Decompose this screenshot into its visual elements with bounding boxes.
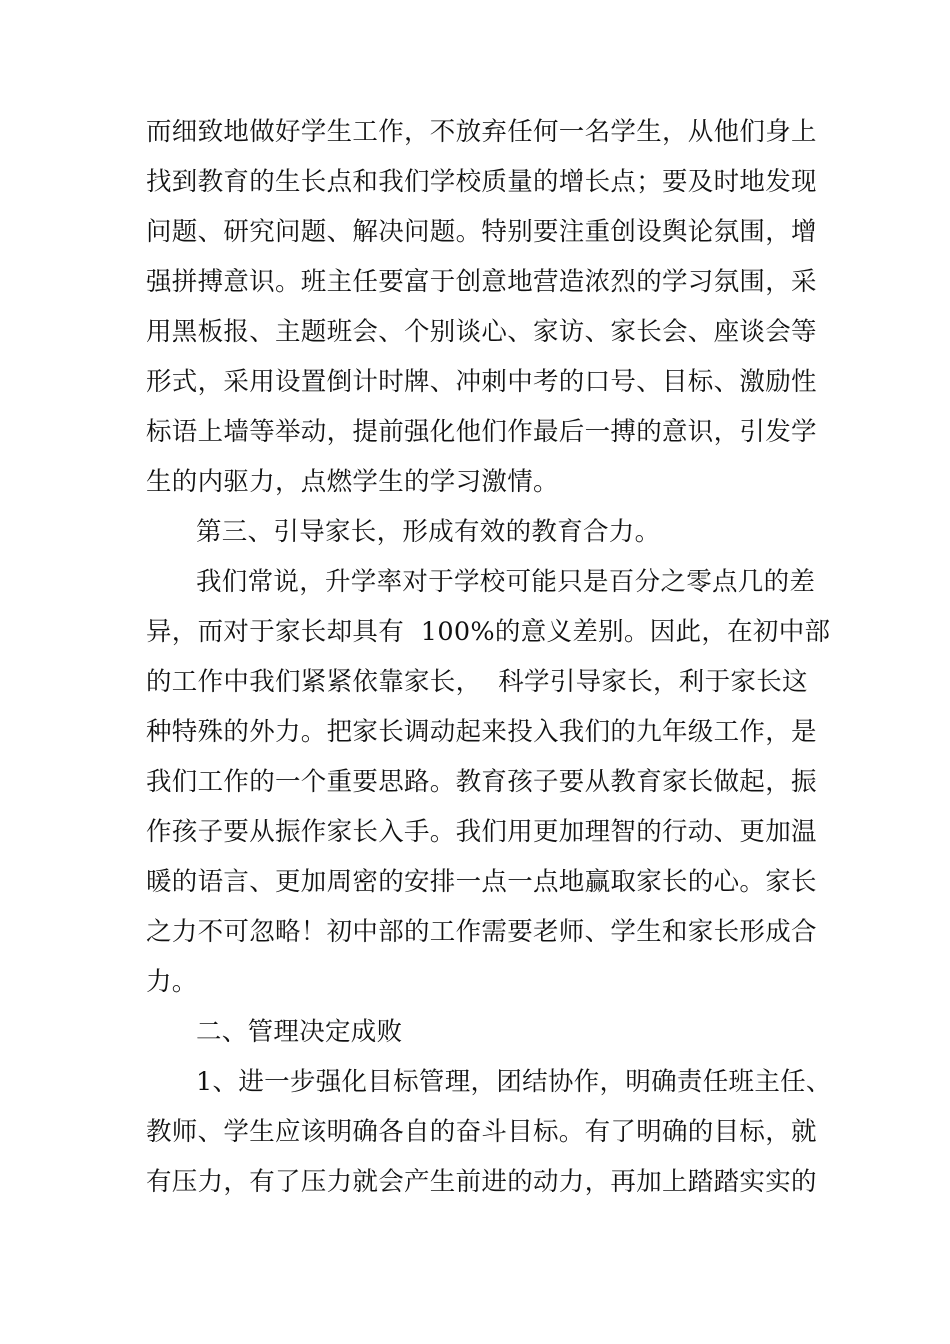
text-line: 有压力，有了压力就会产生前进的动力，再加上踏踏实实的 [146, 1167, 817, 1197]
text-line: 强拼搏意识。班主任要富于创意地营造浓烈的学习氛围，采 [146, 267, 817, 297]
text-line: 我们常说，升学率对于学校可能只是百分之零点几的差 [196, 567, 816, 597]
text-line: 力。 [146, 967, 198, 997]
section-heading: 第三、引导家长，形成有效的教育合力。 [196, 517, 661, 547]
text-line: 用黑板报、主题班会、个别谈心、家访、家长会、座谈会等 [146, 317, 817, 347]
text-line: 找到教育的生长点和我们学校质量的增长点；要及时地发现 [146, 167, 817, 197]
text-line: 标语上墙等举动，提前强化他们作最后一搏的意识，引发学 [146, 417, 817, 447]
text-line: 暖的语言、更加周密的安排一点一点地赢取家长的心。家长 [146, 867, 817, 897]
text-line: 1、进一步强化目标管理，团结协作，明确责任班主任、 [196, 1067, 832, 1097]
text-line: 异，而对于家长却具有 100%的意义差别。因此，在初中部 [146, 617, 831, 647]
text-line: 之力不可忽略！初中部的工作需要老师、学生和家长形成合 [146, 917, 817, 947]
text-line: 作孩子要从振作家长入手。我们用更加理智的行动、更加温 [146, 817, 817, 847]
text-line: 问题、研究问题、解决问题。特别要注重创设舆论氛围，增 [146, 217, 817, 247]
text-line: 而细致地做好学生工作，不放弃任何一名学生，从他们身上 [146, 117, 817, 147]
text-line: 教师、学生应该明确各自的奋斗目标。有了明确的目标，就 [146, 1117, 817, 1147]
text-line: 我们工作的一个重要思路。教育孩子要从教育家长做起，振 [146, 767, 817, 797]
section-heading: 二、管理决定成败 [196, 1017, 403, 1047]
text-line: 种特殊的外力。把家长调动起来投入我们的九年级工作，是 [146, 717, 817, 747]
text-line: 的工作中我们紧紧依靠家长， 科学引导家长，利于家长这 [146, 667, 808, 697]
text-line: 形式，采用设置倒计时牌、冲刺中考的口号、目标、激励性 [146, 367, 817, 397]
text-line: 生的内驱力，点燃学生的学习激情。 [146, 467, 559, 497]
